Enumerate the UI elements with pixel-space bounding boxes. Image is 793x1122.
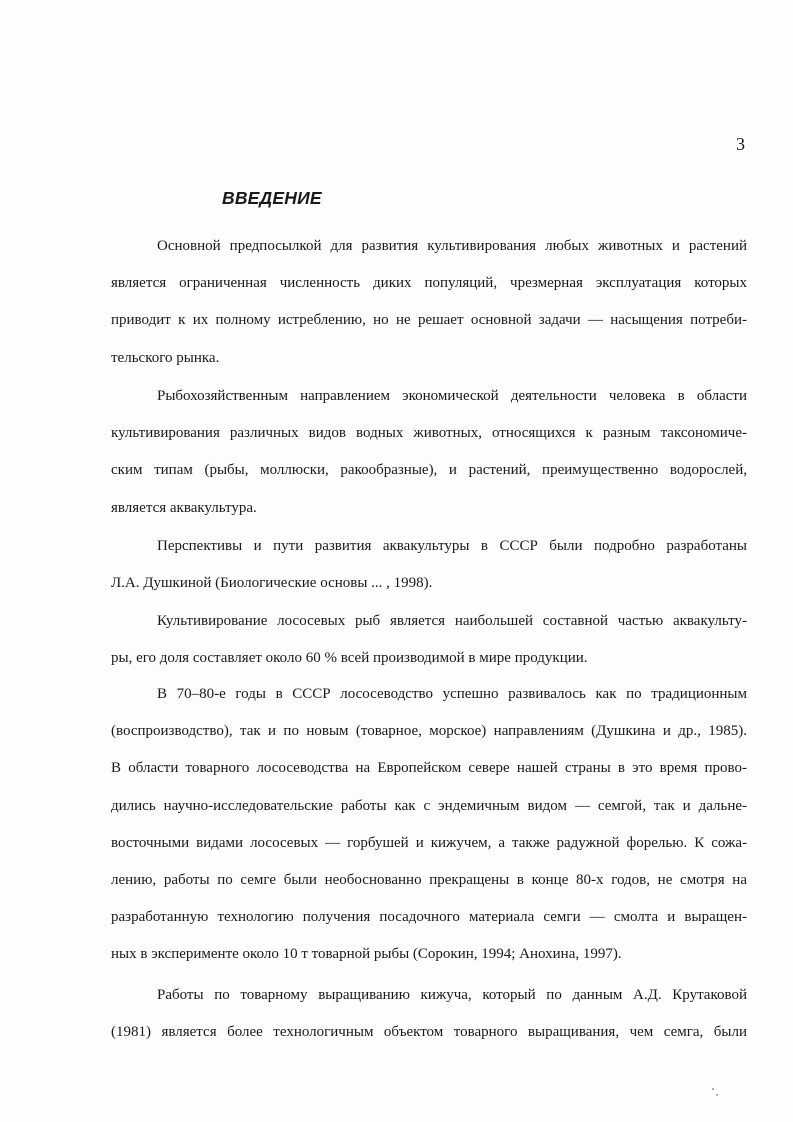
text-line: Перспективы и пути развития аквакультуры в СССР были подробно разработаны [157,538,747,554]
text-line: Работы по товарному выращиванию кижуча, который по данным А.Д. Крутаковой [157,987,747,1003]
text-line: является аквакультура. [111,499,257,516]
text-line: ных в эксперименте около 10 т товарной рыбы (Сорокин, 1994; Анохина, 1997). [111,946,622,963]
text-line: Л.А. Душкиной (Биологические основы ... , 1998). [111,575,433,592]
page-number: 3 [736,134,745,154]
paragraph-3 [111,528,747,602]
paragraph-6 [111,977,747,1051]
text-line: приводит к их полному истреблению, но не решает основной задачи — насыщения потреби- [111,312,747,329]
text-line: восточными видами лососевых — горбушей и кижучем, а также радужной форелью. К сожа- [111,834,747,851]
text-line: (1981) является более технологичным объектом товарного выращивания, чем семга, были [111,1024,747,1041]
text-line: (воспроизводство), так и по новым (товарное, морское) направлениям (Душкина и др., 1985). [111,723,747,740]
text-line: В 70–80-е годы в СССР лососеводство успешно развивалось как по традиционным [157,686,747,702]
section-heading: ВВЕДЕНИЕ [222,188,322,208]
paragraph-4 [111,603,747,677]
text-line: лению, работы по семге были необоснованно прекращены в конце 80-х годов, не смотря на [111,871,747,888]
text-line: разработанную технологию получения посадочного материала семги — смолта и выращен- [111,909,747,926]
scan-speck [716,1094,718,1096]
text-line: культивирования различных видов водных животных, относящихся к разным таксономиче- [111,425,747,442]
scan-speck [712,1088,714,1090]
text-line: ским типам (рыбы, моллюски, ракообразные), и растений, преимущественно водорослей, [111,462,747,479]
text-line: Основной предпосылкой для развития культивирования любых животных и растений [157,238,747,254]
text-line: тельского рынка. [111,349,220,366]
paragraph-2 [111,378,747,527]
text-line: ры, его доля составляет около 60 % всей производимой в мире продукции. [111,650,588,667]
text-line: Культивирование лососевых рыб является наибольшей составной частью аквакульту- [157,613,747,629]
text-line: дились научно-исследовательские работы как с эндемичным видом — семгой, так и дальне- [111,797,747,814]
paragraph-5 [111,676,747,974]
text-line: является ограниченная численность диких популяций, чрезмерная эксплуатация которых [111,275,747,292]
text-line: В области товарного лососеводства на Европейском севере нашей страны в это время прово- [111,760,747,777]
text-line: Рыбохозяйственным направлением экономической деятельности человека в области [157,388,747,404]
paragraph-1 [111,228,747,377]
